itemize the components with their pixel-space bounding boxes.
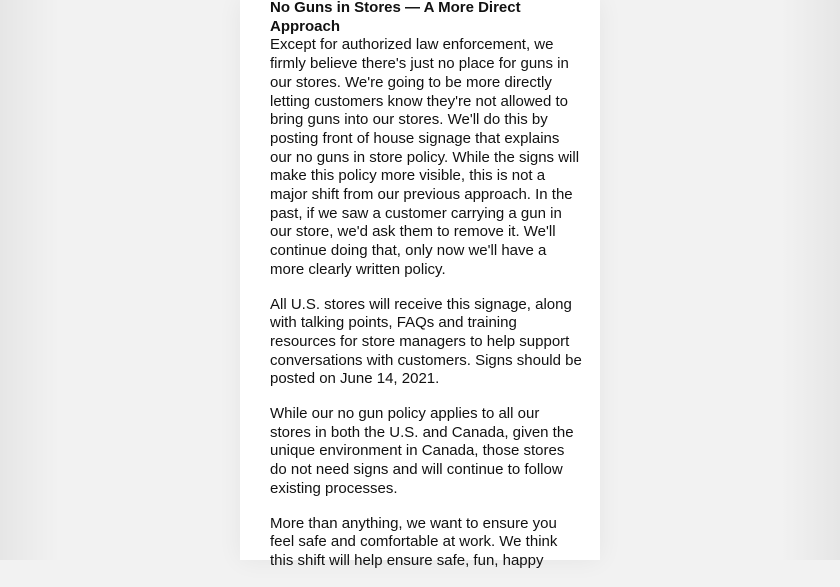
- background-vignette-right: [780, 0, 840, 560]
- paragraph-safety: More than anything, we want to ensure you feel safe and comfortable at work. We think this shift will help ensure safe, fun, happy: [270, 514, 558, 569]
- paragraph-signage: All U.S. stores will receive this signage, along with talking points, FAQs and training resources for store managers to help support conversations with customers. Signs should be posted on June 14, 2021.: [270, 295, 582, 388]
- section-heading: No Guns in Stores — A More Direct Approach: [270, 0, 521, 35]
- paragraph-policy: Except for authorized law enforcement, we firmly believe there's just no place for guns in our stores. We're going to be more directly letting customers know they're not allowed to bring guns into our stores. We'll do this by posting front of house signage that explains our no guns in store policy. While the signs will make this policy more visible, this is not a major shift from our previous approach. In the past, if we saw a customer carrying a gun in our store, we'd ask them to remove it. We'll continue doing that, only now we'll have a more clearly written policy.: [270, 36, 580, 278]
- document-body: [270, 0, 582, 587]
- background-vignette-left: [0, 0, 60, 560]
- document-page: [240, 0, 600, 569]
- paragraph-canada: While our no gun policy applies to all our stores in both the U.S. and Canada, given the unique environment in Canada, those stores do not need signs and will continue to follow existing processes.: [270, 405, 574, 497]
